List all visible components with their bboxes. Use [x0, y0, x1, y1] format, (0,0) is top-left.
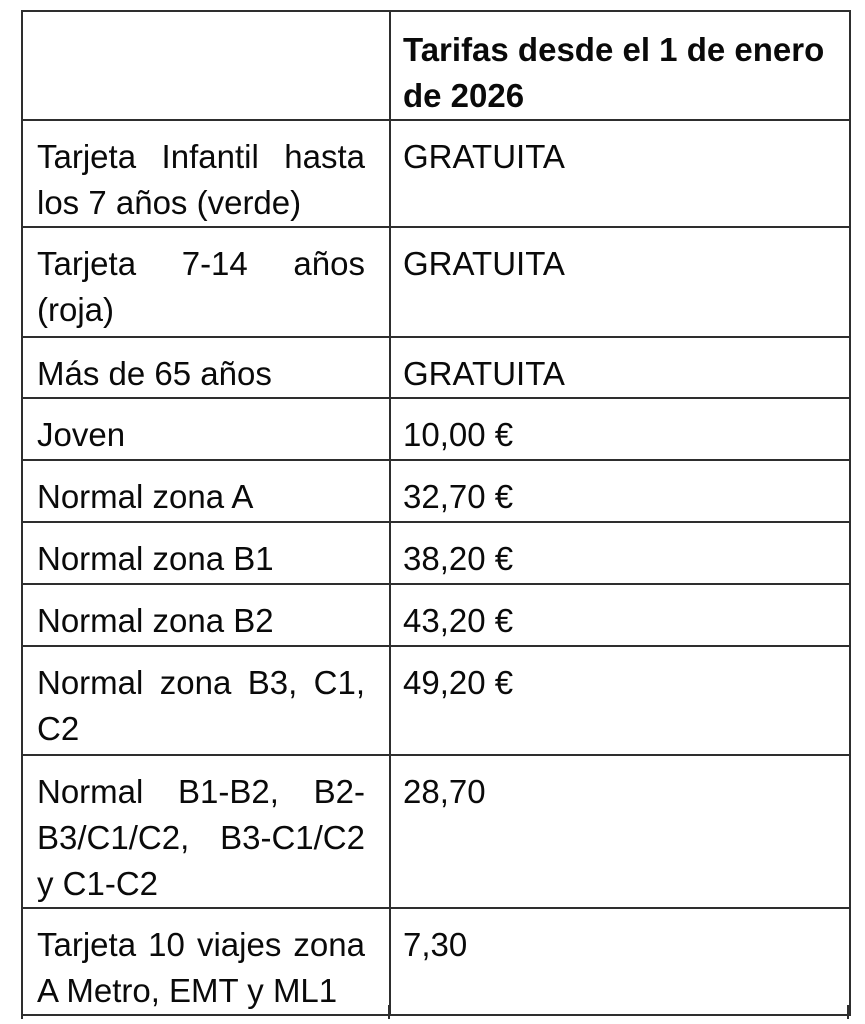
header-empty-cell: [22, 11, 390, 120]
row-label: Normal zona B1: [22, 522, 390, 584]
row-value: 7,30: [390, 908, 850, 1015]
table-row: [22, 908, 850, 1015]
table-row: [22, 584, 850, 646]
row-value: 32,70 €: [390, 460, 850, 522]
row-label: Normal zona B2: [22, 584, 390, 646]
table-row: [22, 522, 850, 584]
table-header-row: [22, 11, 850, 120]
row-value: GRATUITA: [390, 337, 850, 398]
row-value: 10,00 €: [390, 398, 850, 460]
row-value: 38,20 €: [390, 522, 850, 584]
row-label: Normal B1-B2, B2-B3/C1/C2, B3-C1/C2 y C1-C2: [22, 755, 390, 908]
row-label: Tarjeta 7-14 años (roja): [22, 227, 390, 337]
row-value: GRATUITA: [390, 120, 850, 227]
row-label: Normal zona B3, C1, C2: [22, 646, 390, 755]
table-row: [22, 460, 850, 522]
header-tariffs-cell: Tarifas desde el 1 de enero de 2026: [390, 11, 850, 120]
cutoff-border-stub-left: [21, 1005, 23, 1019]
row-label: Más de 65 años: [22, 337, 390, 398]
row-label: Tarjeta Infantil hasta los 7 años (verde): [22, 120, 390, 227]
tariff-table: [21, 10, 851, 1016]
row-value: 43,20 €: [390, 584, 850, 646]
row-value: 28,70: [390, 755, 850, 908]
table-row: [22, 120, 850, 227]
table-row: [22, 227, 850, 337]
table-row: [22, 646, 850, 755]
row-label: Tarjeta 10 viajes zona A Metro, EMT y ML1: [22, 908, 390, 1015]
table-row: [22, 398, 850, 460]
cutoff-border-stub-middle: [388, 1005, 390, 1019]
row-label: Joven: [22, 398, 390, 460]
row-value: 49,20 €: [390, 646, 850, 755]
cutoff-border-stub-right: [847, 1005, 849, 1019]
row-label: Normal zona A: [22, 460, 390, 522]
row-value: GRATUITA: [390, 227, 850, 337]
table-row: [22, 337, 850, 398]
table-row: [22, 755, 850, 908]
